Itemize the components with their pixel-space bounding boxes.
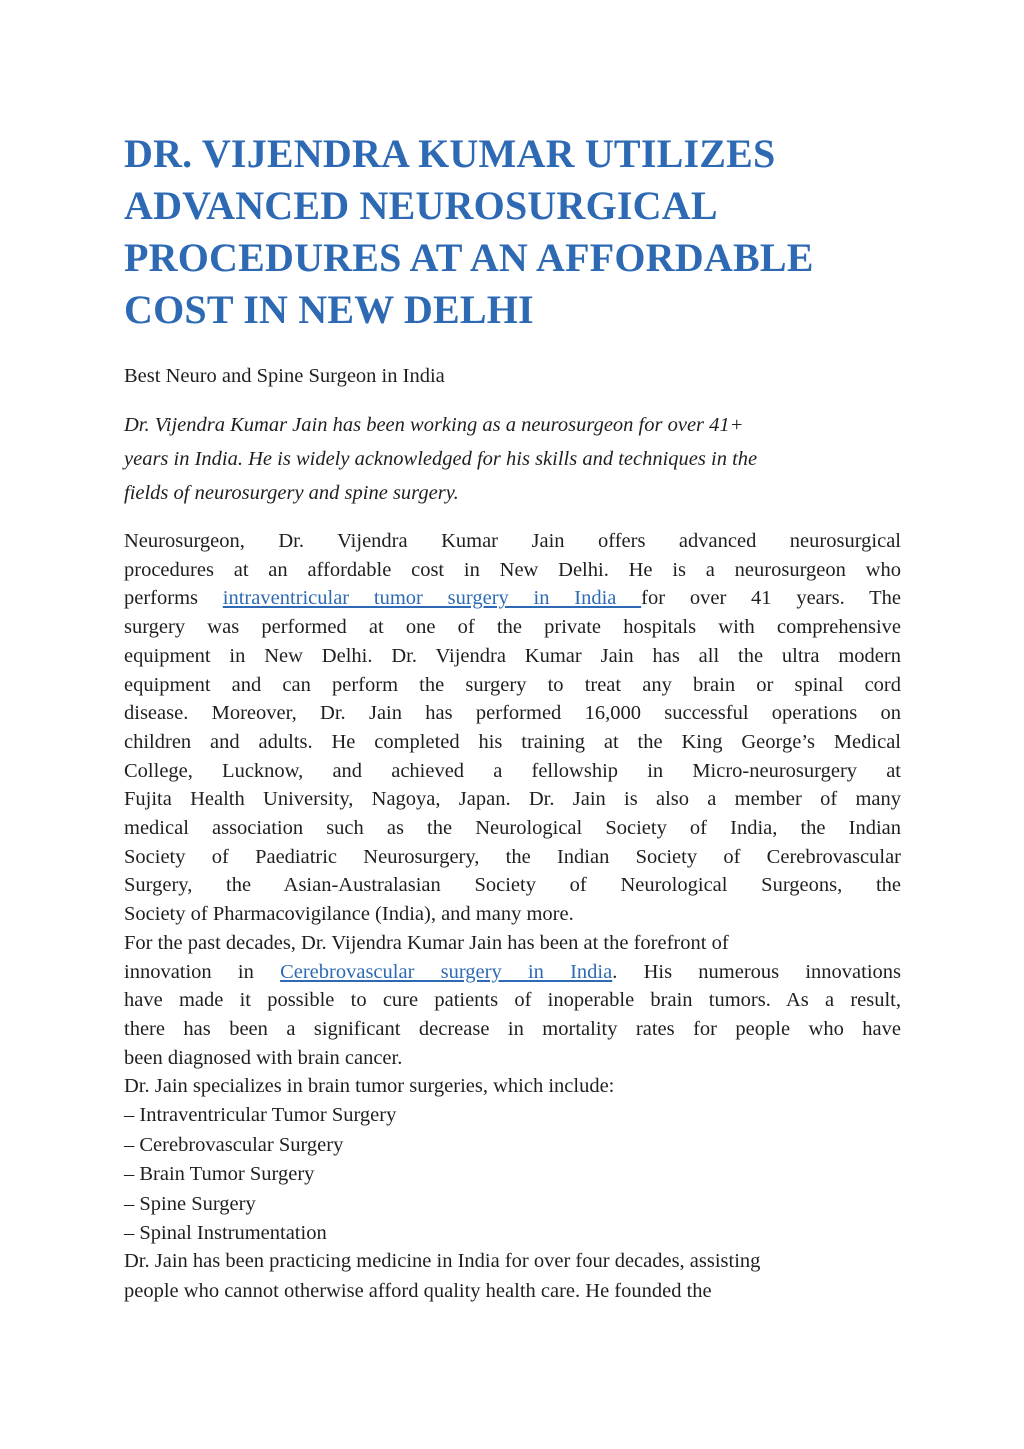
title-line: PROCEDURES AT AN AFFORDABLE (124, 235, 814, 280)
body-line: College, Lucknow, and achieved a fellowship in Micro-neurosurgery at (124, 759, 901, 782)
intro-line: fields of neurosurgery and spine surgery. (124, 482, 459, 504)
list-item: – Brain Tumor Surgery (124, 1163, 315, 1186)
closing-paragraph (124, 1247, 914, 1306)
body-line: medical association such as the Neurological Society of India, the Indian (124, 817, 901, 840)
body-text: innovation in (124, 960, 281, 983)
body-line: Neurosurgeon, Dr. Vijendra Kumar Jain offers advanced neurosurgical (124, 530, 901, 552)
intro-line: years in India. He is widely acknowledged for his skills and techniques in the (124, 448, 758, 470)
body-line: Surgery, the Asian-Australasian Society of Neurological Surgeons, the (124, 874, 901, 897)
page-title (124, 128, 884, 336)
article-body (124, 527, 901, 1249)
body-line: disease. Moreover, Dr. Jain has performed 16,000 successful operations on (124, 702, 901, 725)
body-line: Society of Paediatric Neurosurgery, the Indian Society of Cerebrovascular (124, 845, 901, 868)
body-line: surgery was performed at one of the private hospitals with comprehensive (124, 616, 901, 639)
body-line-with-link (124, 584, 901, 613)
body-line: equipment in New Delhi. Dr. Vijendra Kumar Jain has all the ultra modern (124, 644, 901, 667)
closing-line: Dr. Jain has been practicing medicine in India for over four decades, assisting (124, 1250, 761, 1272)
body-line: children and adults. He completed his training at the King George’s Medical (124, 730, 901, 753)
list-item: – Spinal Instrumentation (124, 1222, 327, 1245)
body-line: Dr. Jain specializes in brain tumor surgeries, which include: (124, 1075, 615, 1098)
body-line-with-link (124, 958, 901, 987)
list-item: – Intraventricular Tumor Surgery (124, 1104, 397, 1127)
intro-line: Dr. Vijendra Kumar Jain has been working as a neurosurgeon for over 41+ (124, 414, 744, 436)
body-line: For the past decades, Dr. Vijendra Kumar Jain has been at the forefront of (124, 931, 729, 954)
body-line: Fujita Health University, Nagoya, Japan. Dr. Jain is also a member of many (124, 788, 901, 811)
title-line: COST IN NEW DELHI (124, 287, 534, 332)
body-line: been diagnosed with brain cancer. (124, 1046, 403, 1069)
surgery-list (124, 1101, 901, 1249)
body-text: for over 41 years. The (641, 587, 901, 610)
body-text: performs (124, 587, 223, 610)
cerebrovascular-surgery-link[interactable]: Cerebrovascular surgery in India (280, 960, 613, 983)
body-line: there has been a significant decrease in mortality rates for people who have (124, 1017, 901, 1040)
closing-line: people who cannot otherwise afford quality health care. He founded the (124, 1279, 712, 1302)
body-line: Society of Pharmacovigilance (India), and many more. (124, 903, 574, 926)
body-text: . His numerous innovations (612, 960, 901, 983)
list-item: – Cerebrovascular Surgery (124, 1133, 344, 1156)
body-line: equipment and can perform the surgery to treat any brain or spinal cord (124, 673, 901, 696)
subtitle: Best Neuro and Spine Surgeon in India (124, 365, 445, 387)
body-line: procedures at an affordable cost in New Delhi. He is a neurosurgeon who (124, 558, 901, 581)
body-line: have made it possible to cure patients of inoperable brain tumors. As a result, (124, 989, 901, 1012)
title-line: DR. VIJENDRA KUMAR UTILIZES (124, 131, 776, 176)
list-item: – Spine Surgery (124, 1192, 256, 1215)
intraventricular-surgery-link[interactable]: intraventricular tumor surgery in India (222, 587, 642, 610)
intro-paragraph (124, 408, 914, 510)
title-line: ADVANCED NEUROSURGICAL (124, 183, 718, 228)
